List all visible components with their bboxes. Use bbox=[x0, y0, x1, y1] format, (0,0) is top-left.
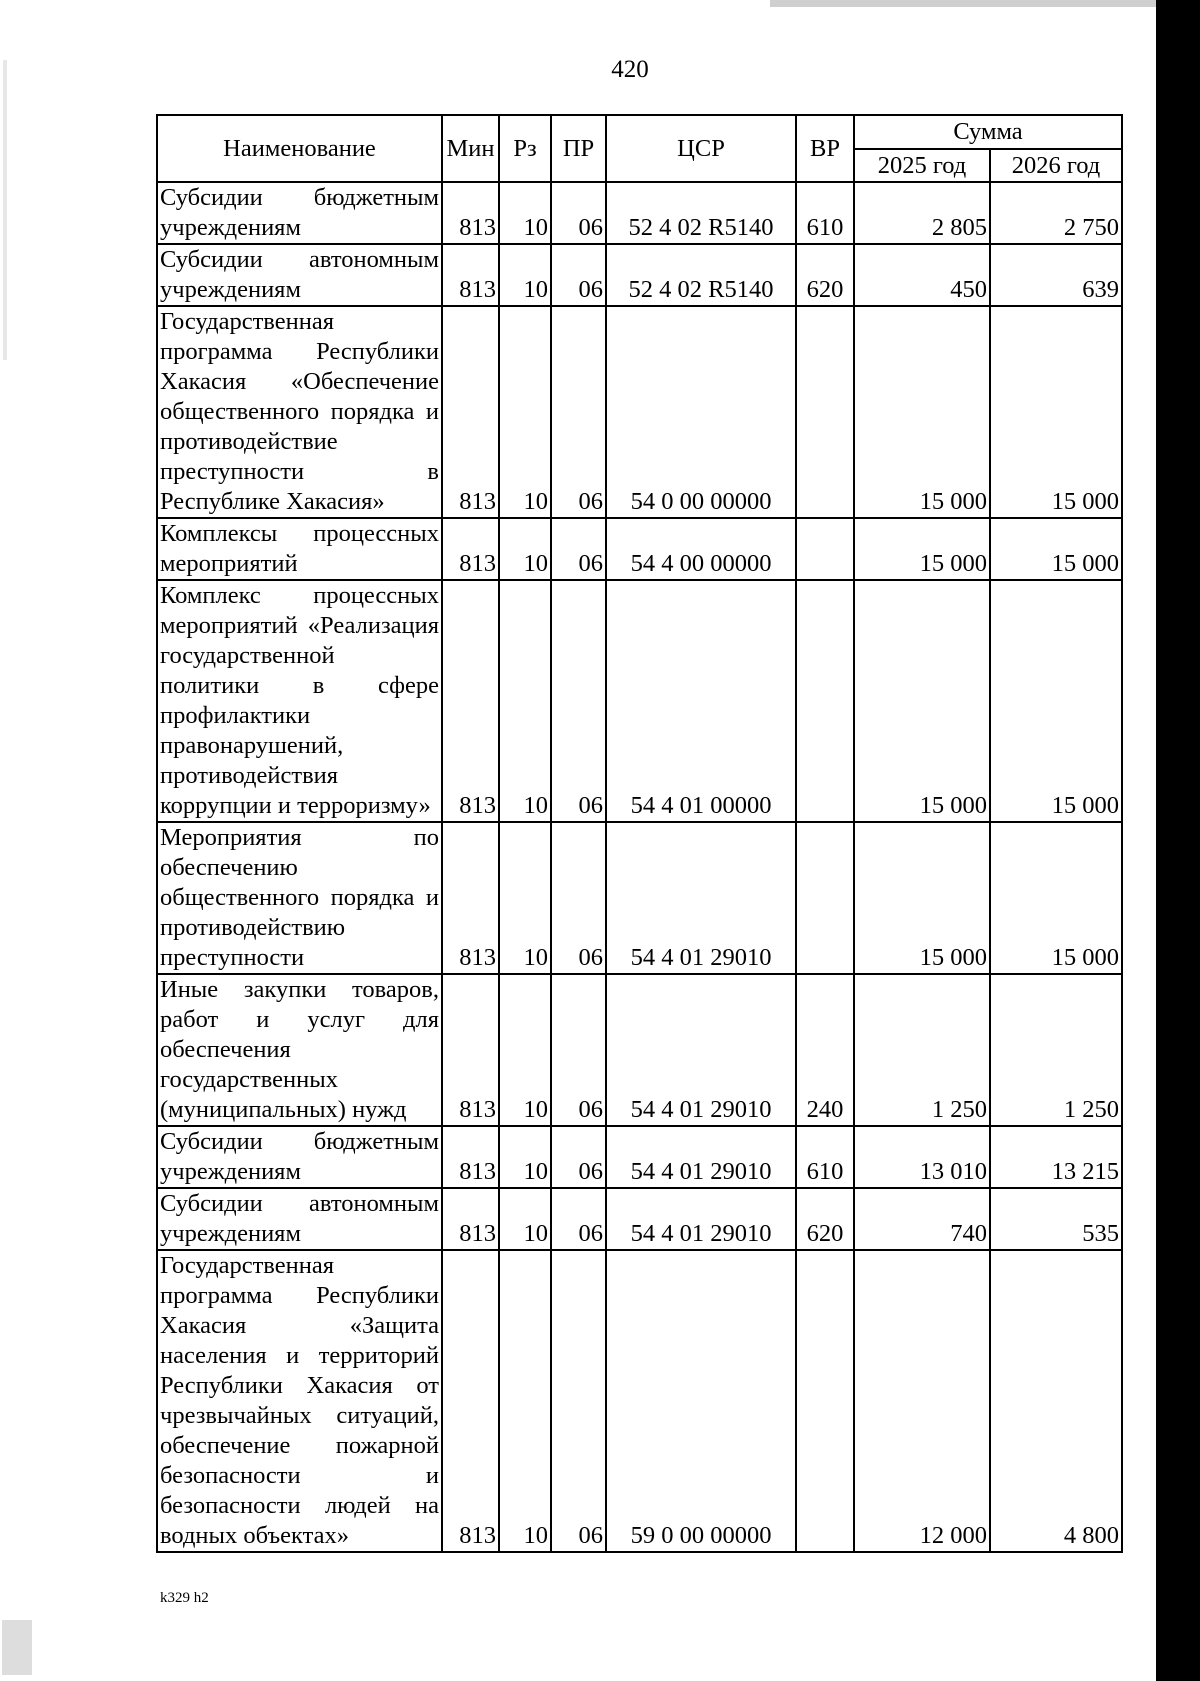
row-vr-cell: 240 bbox=[796, 974, 854, 1126]
scan-top-edge bbox=[770, 0, 1190, 7]
row-name-cell: Иные закупки товаров, работ и услуг для обеспечения государственных (муниципальных) нужд bbox=[157, 974, 442, 1126]
row-sum-2026-cell: 2 750 bbox=[990, 182, 1122, 244]
row-vr-cell bbox=[796, 306, 854, 518]
row-sum-2026-cell: 15 000 bbox=[990, 306, 1122, 518]
row-pr-cell: 06 bbox=[551, 822, 606, 974]
row-csr-cell: 54 4 01 29010 bbox=[606, 1126, 796, 1188]
row-min-cell: 813 bbox=[442, 822, 499, 974]
row-pr-cell: 06 bbox=[551, 306, 606, 518]
row-rz-cell: 10 bbox=[499, 244, 551, 306]
row-sum-2026-cell: 15 000 bbox=[990, 580, 1122, 822]
row-vr-cell bbox=[796, 1250, 854, 1552]
header-sum: Сумма bbox=[854, 115, 1122, 149]
row-csr-cell: 54 4 01 29010 bbox=[606, 822, 796, 974]
table-row bbox=[157, 580, 1122, 822]
table-row bbox=[157, 518, 1122, 580]
row-sum-2025-cell: 450 bbox=[854, 244, 990, 306]
table-row bbox=[157, 244, 1122, 306]
row-rz-cell: 10 bbox=[499, 580, 551, 822]
row-min-cell: 813 bbox=[442, 580, 499, 822]
row-sum-2026-cell: 15 000 bbox=[990, 822, 1122, 974]
header-year-2025: 2025 год bbox=[854, 149, 990, 182]
row-csr-cell: 54 4 01 29010 bbox=[606, 974, 796, 1126]
header-csr: ЦСР bbox=[606, 115, 796, 182]
row-min-cell: 813 bbox=[442, 1250, 499, 1552]
row-sum-2025-cell: 15 000 bbox=[854, 306, 990, 518]
footer-code: k329 h2 bbox=[160, 1590, 209, 1606]
row-sum-2025-cell: 13 010 bbox=[854, 1126, 990, 1188]
row-min-cell: 813 bbox=[442, 1126, 499, 1188]
row-sum-2025-cell: 15 000 bbox=[854, 580, 990, 822]
row-min-cell: 813 bbox=[442, 182, 499, 244]
row-rz-cell: 10 bbox=[499, 1188, 551, 1250]
row-name-cell: Субсидии бюджетным учреждениям bbox=[157, 182, 442, 244]
table-row bbox=[157, 1188, 1122, 1250]
row-name-cell: Субсидии бюджетным учреждениям bbox=[157, 1126, 442, 1188]
row-pr-cell: 06 bbox=[551, 580, 606, 822]
row-sum-2025-cell: 15 000 bbox=[854, 822, 990, 974]
row-sum-2025-cell: 740 bbox=[854, 1188, 990, 1250]
header-name: Наименование bbox=[157, 115, 442, 182]
row-csr-cell: 54 4 01 29010 bbox=[606, 1188, 796, 1250]
row-vr-cell bbox=[796, 580, 854, 822]
row-vr-cell: 620 bbox=[796, 244, 854, 306]
row-csr-cell: 54 4 01 00000 bbox=[606, 580, 796, 822]
row-pr-cell: 06 bbox=[551, 1126, 606, 1188]
row-csr-cell: 54 4 00 00000 bbox=[606, 518, 796, 580]
row-sum-2026-cell: 15 000 bbox=[990, 518, 1122, 580]
row-sum-2025-cell: 12 000 bbox=[854, 1250, 990, 1552]
row-pr-cell: 06 bbox=[551, 1250, 606, 1552]
row-name-cell: Государственная программа Республики Хакасия «Защита населения и территорий Республики Хакасия от чрезвычайных ситуаций, обеспечение пожарной безопасности и безопасности людей на водных объектах» bbox=[157, 1250, 442, 1552]
row-pr-cell: 06 bbox=[551, 182, 606, 244]
row-pr-cell: 06 bbox=[551, 244, 606, 306]
row-pr-cell: 06 bbox=[551, 1188, 606, 1250]
table-row bbox=[157, 822, 1122, 974]
budget-table bbox=[156, 114, 1123, 1553]
header-pr: ПР bbox=[551, 115, 606, 182]
table-body bbox=[157, 182, 1122, 1552]
row-rz-cell: 10 bbox=[499, 1126, 551, 1188]
row-vr-cell: 610 bbox=[796, 182, 854, 244]
row-sum-2025-cell: 15 000 bbox=[854, 518, 990, 580]
page-number: 420 bbox=[611, 56, 649, 83]
scan-noise bbox=[3, 60, 7, 360]
row-rz-cell: 10 bbox=[499, 822, 551, 974]
table-row bbox=[157, 974, 1122, 1126]
row-vr-cell bbox=[796, 518, 854, 580]
row-name-cell: Субсидии автономным учреждениям bbox=[157, 244, 442, 306]
row-sum-2026-cell: 639 bbox=[990, 244, 1122, 306]
table-row bbox=[157, 1250, 1122, 1552]
row-csr-cell: 59 0 00 00000 bbox=[606, 1250, 796, 1552]
row-name-cell: Комплексы процессных мероприятий bbox=[157, 518, 442, 580]
row-rz-cell: 10 bbox=[499, 974, 551, 1126]
row-csr-cell: 54 0 00 00000 bbox=[606, 306, 796, 518]
header-rz: Рз bbox=[499, 115, 551, 182]
row-name-cell: Мероприятия по обеспечению общественного порядка и противодействию преступности bbox=[157, 822, 442, 974]
row-csr-cell: 52 4 02 R5140 bbox=[606, 182, 796, 244]
row-name-cell: Субсидии автономным учреждениям bbox=[157, 1188, 442, 1250]
row-rz-cell: 10 bbox=[499, 1250, 551, 1552]
row-name-cell: Комплекс процессных мероприятий «Реализация государственной политики в сфере профилактики правонарушений, противодействия коррупции и терроризму» bbox=[157, 580, 442, 822]
table-row bbox=[157, 182, 1122, 244]
row-vr-cell: 610 bbox=[796, 1126, 854, 1188]
row-vr-cell bbox=[796, 822, 854, 974]
row-pr-cell: 06 bbox=[551, 518, 606, 580]
row-min-cell: 813 bbox=[442, 974, 499, 1126]
table-row bbox=[157, 306, 1122, 518]
row-rz-cell: 10 bbox=[499, 518, 551, 580]
row-name-cell: Государственная программа Республики Хакасия «Обеспечение общественного порядка и противодействие преступности в Республике Хакасия» bbox=[157, 306, 442, 518]
row-sum-2026-cell: 13 215 bbox=[990, 1126, 1122, 1188]
row-vr-cell: 620 bbox=[796, 1188, 854, 1250]
row-sum-2026-cell: 535 bbox=[990, 1188, 1122, 1250]
row-min-cell: 813 bbox=[442, 244, 499, 306]
row-sum-2025-cell: 2 805 bbox=[854, 182, 990, 244]
scan-right-edge bbox=[1156, 0, 1200, 1681]
row-min-cell: 813 bbox=[442, 518, 499, 580]
header-year-2026: 2026 год bbox=[990, 149, 1122, 182]
row-csr-cell: 52 4 02 R5140 bbox=[606, 244, 796, 306]
scan-noise bbox=[2, 1620, 32, 1675]
row-rz-cell: 10 bbox=[499, 306, 551, 518]
row-min-cell: 813 bbox=[442, 306, 499, 518]
header-vr: ВР bbox=[796, 115, 854, 182]
row-min-cell: 813 bbox=[442, 1188, 499, 1250]
row-sum-2026-cell: 1 250 bbox=[990, 974, 1122, 1126]
header-min: Мин bbox=[442, 115, 499, 182]
row-pr-cell: 06 bbox=[551, 974, 606, 1126]
row-sum-2025-cell: 1 250 bbox=[854, 974, 990, 1126]
row-rz-cell: 10 bbox=[499, 182, 551, 244]
row-sum-2026-cell: 4 800 bbox=[990, 1250, 1122, 1552]
table-row bbox=[157, 1126, 1122, 1188]
